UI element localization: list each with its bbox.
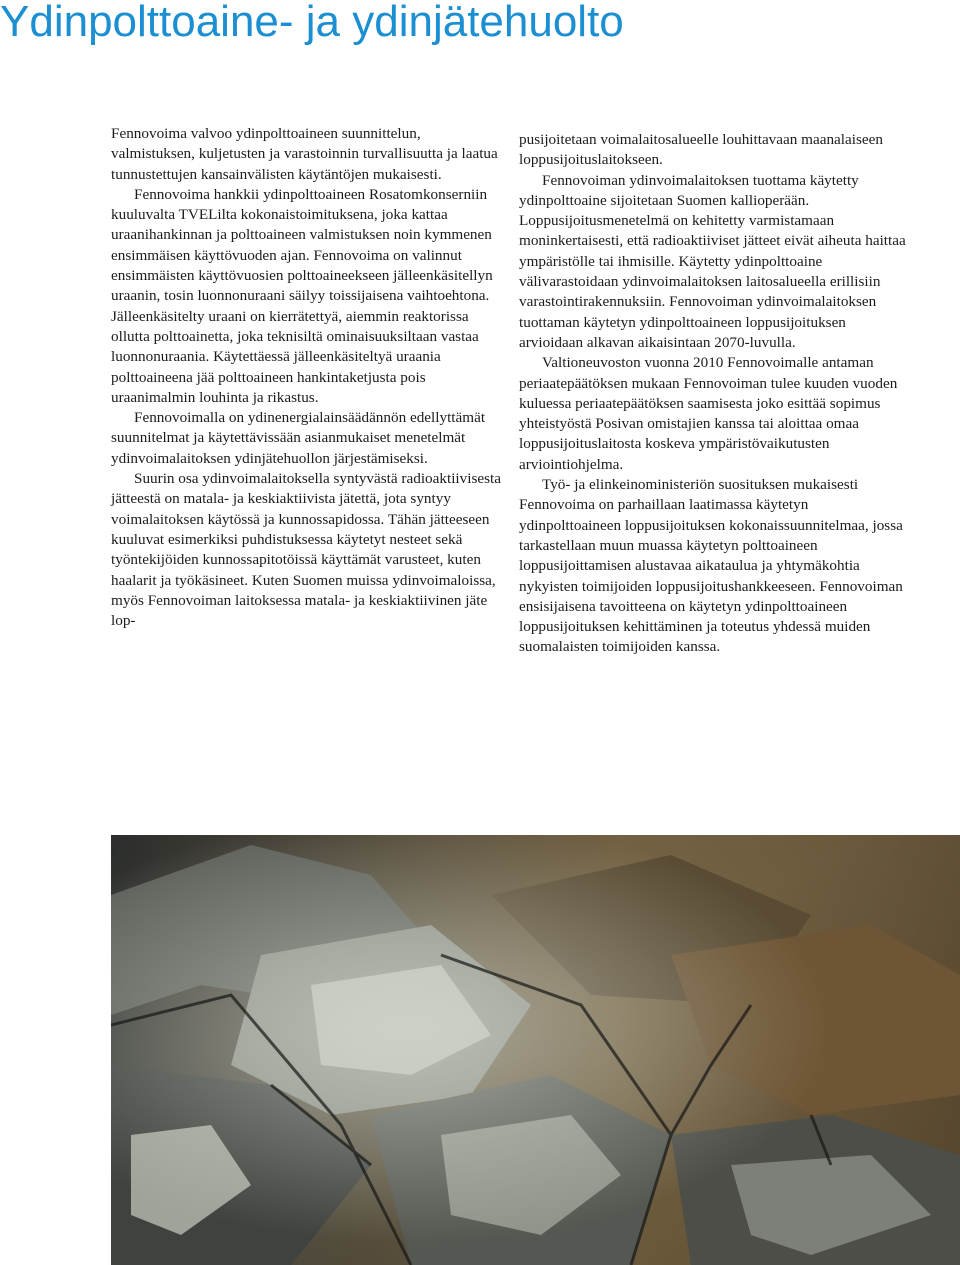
paragraph: Fennovoima hankkii ydinpolttoaineen Rosatomkonserniin kuuluvalta TVELilta kokonaistoimituksena, joka kattaa uraanihankinnan ja polttoaineen valmistuksen noin kymmenen ensimmäisen käyttövuoden ajan. Fennovoima on valinnut ensimmäisten käyttövuosien polttoaineekseen jälleenkäsitellyn uraanin, tosin luonnonuraani säilyy toissijaisena vaihtoehtona. Jälleenkäsitelty uraani on kierrätettyä, aiemmin reaktorissa ollutta polttoainetta, joka teknisiltä ominaisuuksiltaan vastaa luonnonuraania. Käytettäessä jälleenkäsiteltyä uraania polttoaineena jää polttoaineen hankintaketjusta pois uraanimalmin louhinta ja rikastus. (111, 185, 493, 406)
paragraph: Fennovoima valvoo ydinpolttoaineen suunnittelun, valmistuksen, kuljetusten ja varastoinnin turvallisuutta ja laatua tunnustettujen kansainvälisten käytäntöjen mukaisesti. (111, 125, 498, 183)
paragraph: Suurin osa ydinvoimalaitoksella syntyvästä radioaktiivisesta jätteestä on matala- ja keskiaktiivista jätettä, jota syntyy voimalaitoksen käytössä ja kunnossapidossa. Tähän jätteeseen kuuluvat esimerkiksi puhdistuksessa käytetyt nesteet sekä työntekijöiden kunnossapitotöissä käyttämät varusteet, kuten haalarit ja työkäsineet. Kuten Suomen muissa ydinvoimaloissa, myös Fennovoiman laitoksessa matala- ja keskiaktiivinen jäte lop- (111, 470, 501, 630)
paragraph: Fennovoimalla on ydinenergialainsäädännön edellyttämät suunnitelmat ja käytettävissään asianmukaiset menetelmät ydinvoimalaitoksen ydinjätehuollon järjestämiseksi. (111, 409, 486, 467)
right-column (519, 130, 911, 658)
left-column (111, 124, 503, 631)
paragraph: Fennovoiman ydinvoimalaitoksen tuottama käytetty ydinpolttoaine sijoitetaan Suomen kallioperään. Loppusijoitusmenetelmä on kehitetty varmistamaan moninkertaisesti, että radioaktiiviset jätteet eivät aiheuta haittaa ympäristölle tai ihmisille. Käytetty ydinpolttoaine välivarastoidaan ydinvoimalaitoksen laitosalueella erillisiin varastointirakennuksiin. Fennovoiman ydinvoimalaitoksen tuottaman käytetyn ydinpolttoaineen loppusijoituksen arvioidaan alkavan aikaisintaan 2070-luvulla. (519, 171, 906, 351)
paragraph: Työ- ja elinkeinoministeriön suosituksen mukaisesti Fennovoima on parhaillaan laatimassa käytetyn ydinpolttoaineen loppusijoituksen kokonaissuunnitelmaa, jossa tarkastellaan muun muassa käytetyn polttoaineen loppusijoittamisen alustavaa aikataulua ja yhtymäkohtia nykyisten toimijoiden loppusijoitushankkeeseen. Fennovoiman ensisijaisena tavoitteena on käytetyn ydinpolttoaineen loppusijoituksen kehittäminen ja toteutus yhdessä muiden suomalaisten toimijoiden kanssa. (519, 476, 903, 656)
paragraph: Valtioneuvoston vuonna 2010 Fennovoimalle antaman periaatepäätöksen mukaan Fennovoiman tulee kuuden vuoden kuluessa periaatepäätöksen saamisesta joko esittää sopimus yhteistyöstä Posivan omistajien kanssa tai aloittaa omaa loppusijoituslaitosta koskeva ympäristövaikutusten arviointiohjelma. (519, 354, 898, 473)
bedrock-photo (111, 835, 960, 1265)
paragraph: pusijoitetaan voimalaitosalueelle louhittavaan maanalaiseen loppusijoituslaitokseen. (519, 131, 883, 169)
page-title: Ydinpolttoaine- ja ydinjätehuolto (0, 0, 624, 46)
